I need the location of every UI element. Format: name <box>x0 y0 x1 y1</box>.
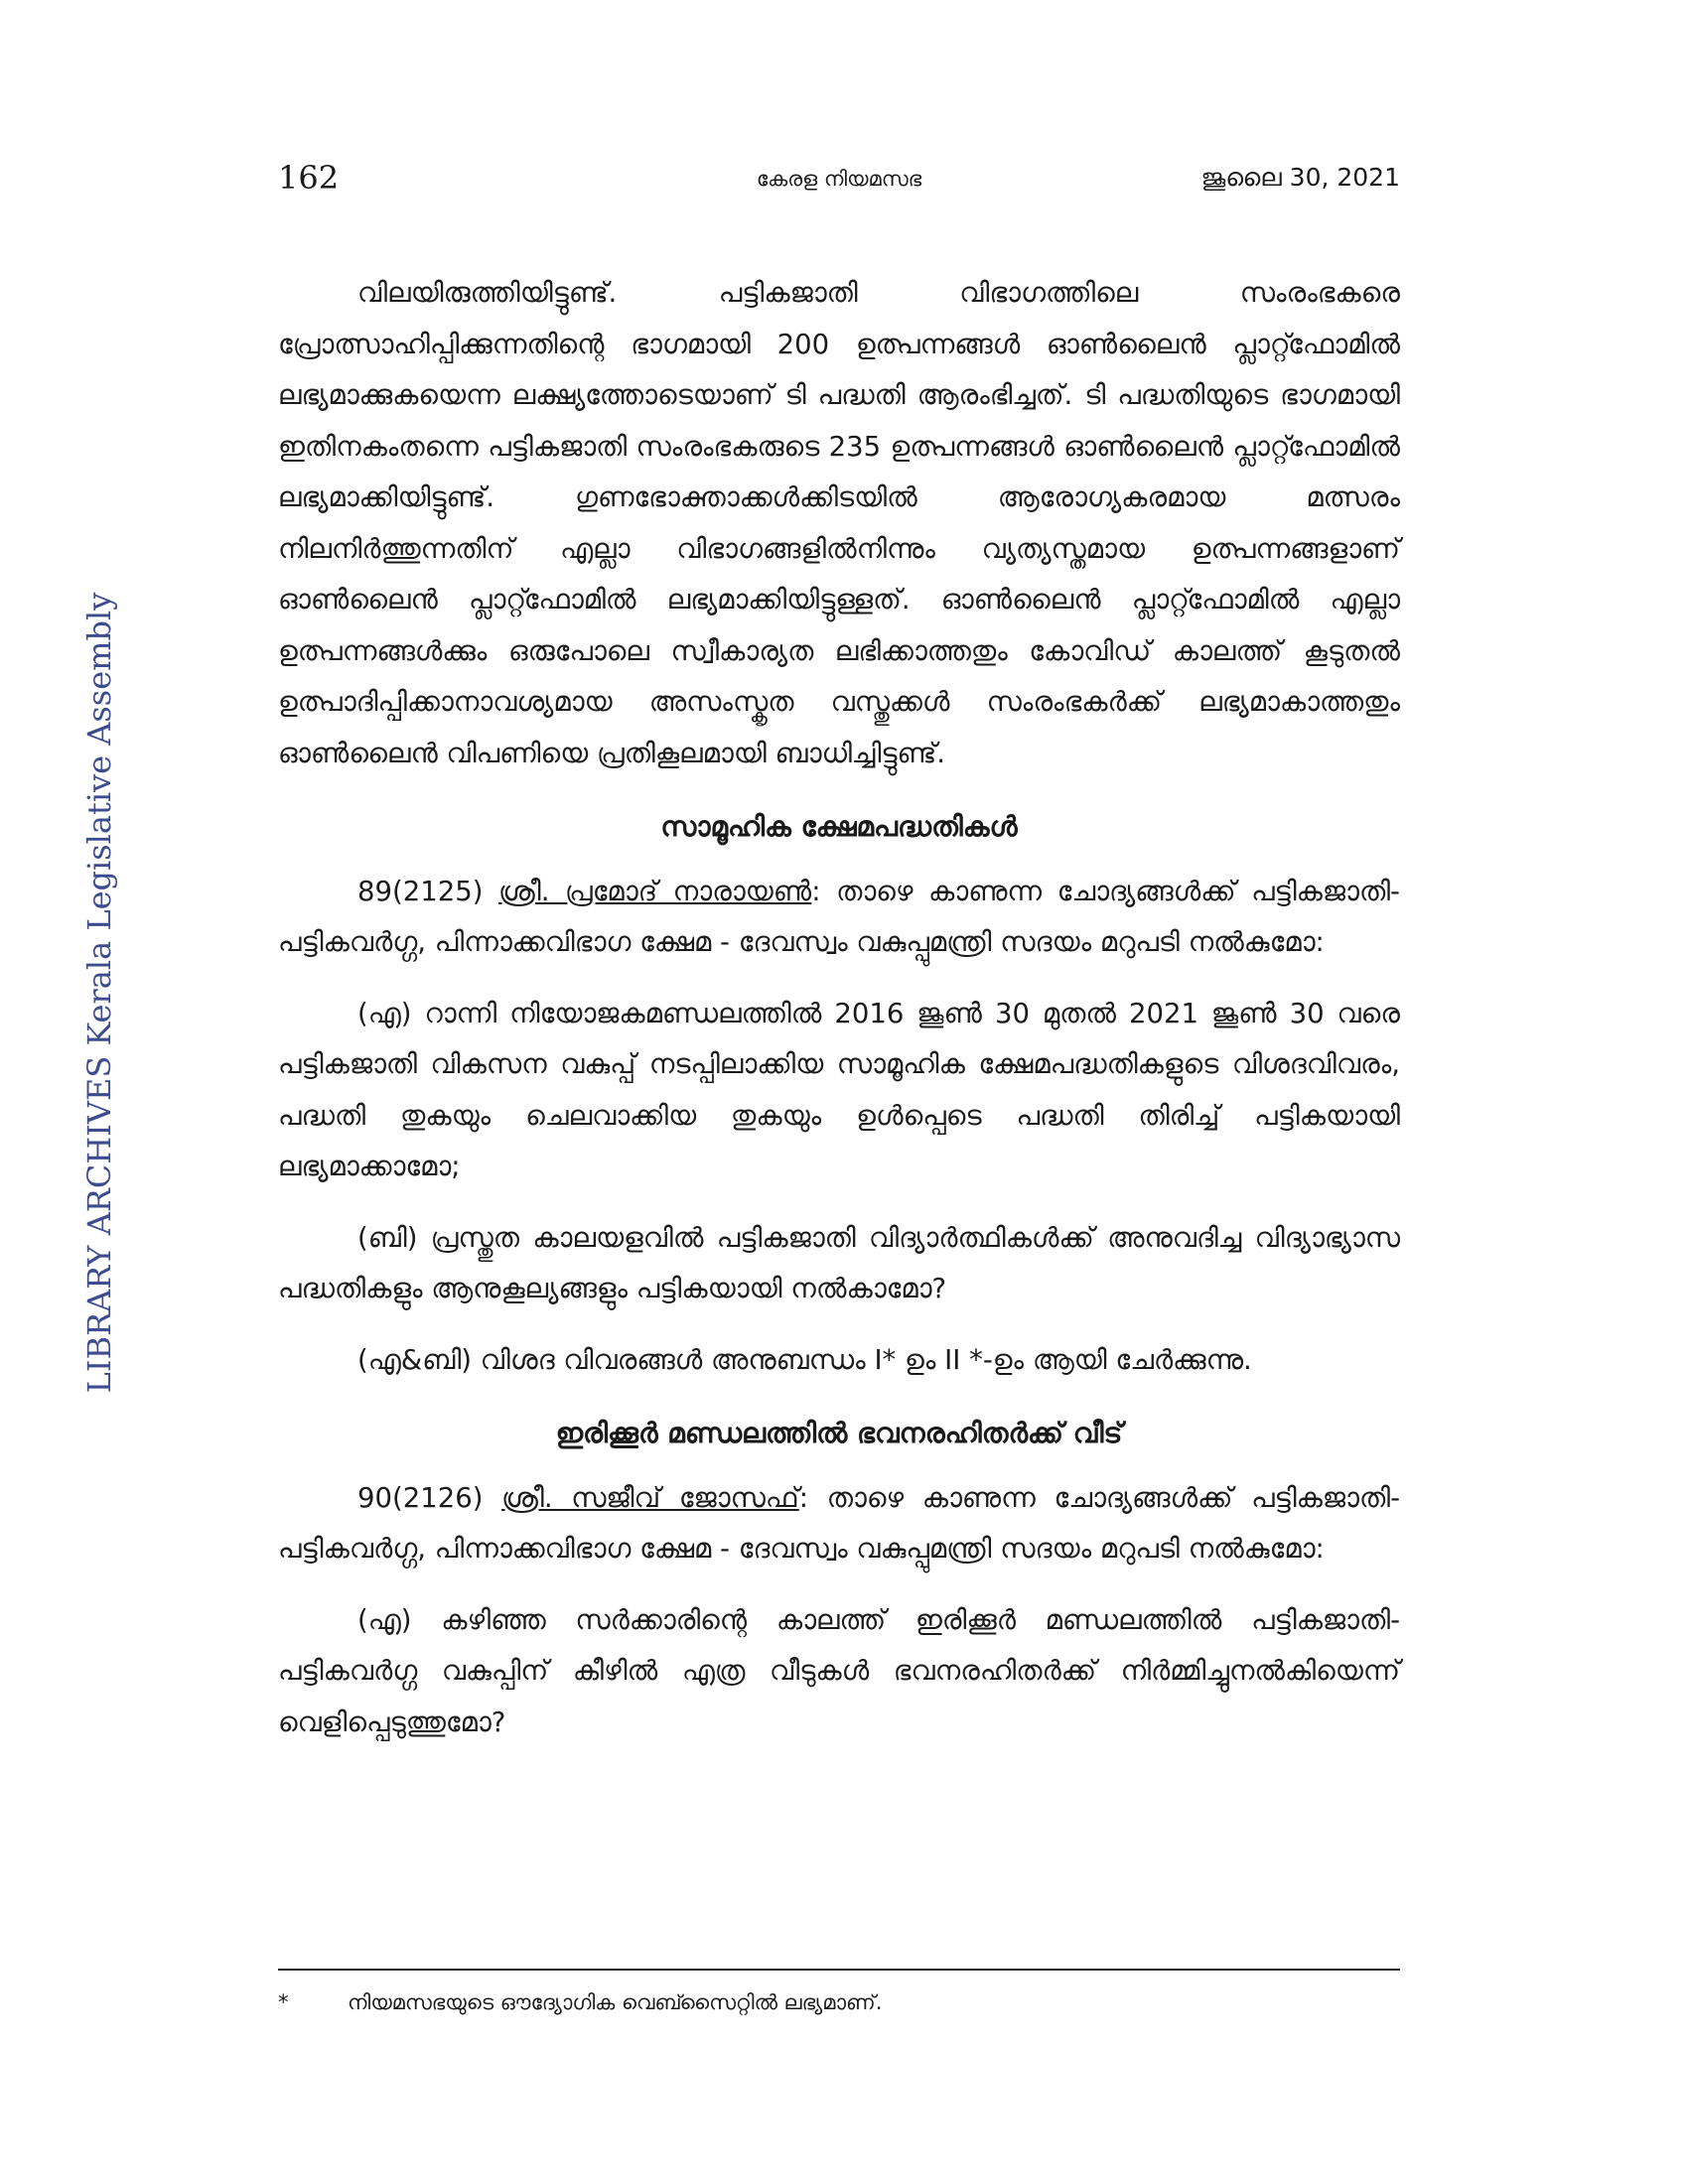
document-body <box>278 268 1400 1748</box>
footnote <box>278 1987 1400 2017</box>
question-part-b: (ബി) പ്രസ്തുത കാലയളവിൽ പട്ടികജാതി വിദ്യാർത്ഥികൾക്ക് അനുവദിച്ച വിദ്യാഭ്യാസ പദ്ധതികളും ആനുകൂല്യങ്ങളും പട്ടികയായി നൽകാമോ? <box>278 1221 1400 1304</box>
page-number: 162 <box>278 159 340 197</box>
question-number: 90(2126) <box>357 1481 484 1514</box>
answer-paragraph: (എ&ബി) വിശദ വിവരങ്ങൾ അനുബന്ധം I* ഉം II *-ഉം ആയി ചേർക്കുന്നു. <box>357 1343 1252 1376</box>
question-intro: : താഴെ കാണുന്ന ചോദ്യങ്ങൾക്ക് പട്ടികജാതി-പട്ടികവർഗ്ഗ, പിന്നാക്കവിഭാഗ ക്ഷേമ - ദേവസ്വം വകുപ്പുമന്ത്രി സദയം മറുപടി നൽകുമോ: <box>278 875 1400 958</box>
intro-paragraph: വിലയിരുത്തിയിട്ടുണ്ട്. പട്ടികജാതി വിഭാഗത്തിലെ സംരംഭകരെ പ്രോത്സാഹിപ്പിക്കുന്നതിന്റെ ഭാഗമായി 200 ഉത്പന്നങ്ങൾ ഓൺലൈൻ പ്ലാറ്റ്ഫോമിൽ ലഭ്യമാക്കുകയെന്ന ലക്ഷ്യത്തോടെയാണ് ടി പദ്ധതി ആരംഭിച്ചത്. ടി പദ്ധതിയുടെ ഭാഗമായി ഇതിനകംതന്നെ പട്ടികജാതി സംരംഭകരുടെ 235 ഉത്പന്നങ്ങൾ ഓൺലൈൻ പ്ലാറ്റ്ഫോമിൽ ലഭ്യമാക്കിയിട്ടുണ്ട്. ഗുണഭോക്താക്കൾക്കിടയിൽ ആരോഗ്യകരമായ മത്സരം നിലനിർത്തുന്നതിന് എല്ലാ വിഭാഗങ്ങളിൽനിന്നും വ്യത്യസ്തമായ ഉത്പന്നങ്ങളാണ് ഓൺലൈൻ പ്ലാറ്റ്ഫോമിൽ ലഭ്യമാക്കിയിട്ടുള്ളത്. ഓൺലൈൻ പ്ലാറ്റ്ഫോമിൽ എല്ലാ ഉത്പന്നങ്ങൾക്കും ഒരുപോലെ സ്വീകാര്യത ലഭിക്കാത്തതും കോവിഡ് കാലത്ത് കൂടുതൽ ഉത്പാദിപ്പിക്കാനാവശ്യമായ അസംസ്കൃത വസ്തുക്കൾ സംരംഭകർക്ക് ലഭ്യമാകാത്തതും ഓൺലൈൻ വിപണിയെ പ്രതികൂലമായി ബാധിച്ചിട്ടുണ്ട്. <box>278 277 1400 769</box>
footnote-divider <box>278 1969 1400 1971</box>
question-intro: : താഴെ കാണുന്ന ചോദ്യങ്ങൾക്ക് പട്ടികജാതി-പട്ടികവർഗ്ഗ, പിന്നാക്കവിഭാഗ ക്ഷേമ - ദേവസ്വം വകുപ്പുമന്ത്രി സദയം മറുപടി നൽകുമോ: <box>278 1481 1400 1565</box>
question-part-a: (എ) റാന്നി നിയോജകമണ്ഡലത്തിൽ 2016 ജൂൺ 30 മുതൽ 2021 ജൂൺ 30 വരെ പട്ടികജാതി വികസന വകുപ്പ് നടപ്പിലാക്കിയ സാമൂഹിക ക്ഷേമപദ്ധതികളുടെ വിശദവിവരം, പദ്ധതി തുകയും ചെലവാക്കിയ തുകയും ഉൾപ്പെടെ പദ്ധതി തിരിച്ച് പട്ടികയായി ലഭ്യമാക്കാമോ; <box>278 997 1400 1182</box>
header-date: ജൂലൈ 30, 2021 <box>1200 163 1400 192</box>
question-number: 89(2125) <box>357 875 484 907</box>
member-name: ശ്രീ. സജീവ് ജോസഫ് <box>501 1481 799 1514</box>
member-name: ശ്രീ. പ്രമോദ് നാരായൺ <box>497 875 812 907</box>
question-paragraph <box>278 1473 1400 1575</box>
question-paragraph <box>278 867 1400 969</box>
archive-watermark: LIBRARY ARCHIVES Kerala Legislative Assembly <box>80 592 118 1394</box>
footnote-mark: * <box>278 1990 289 2014</box>
page-header <box>278 159 1400 208</box>
footnote-text: നിയമസഭയുടെ ഔദ്യോഗിക വെബ്സൈറ്റിൽ ലഭ്യമാണ്. <box>348 1990 883 2014</box>
section-heading: സാമൂഹിക ക്ഷേമപദ്ധതികൾ <box>660 810 1018 843</box>
section-heading: ഇരിക്കൂർ മണ്ഡലത്തിൽ ഭവനരഹിതർക്ക് വീട് <box>555 1417 1123 1449</box>
question-part-a: (എ) കഴിഞ്ഞ സർക്കാരിന്റെ കാലത്ത് ഇരിക്കൂർ മണ്ഡലത്തിൽ പട്ടികജാതി-പട്ടികവർഗ്ഗ വകുപ്പിന് കീഴിൽ എത്ര വീടുകൾ ഭവനരഹിതർക്ക് നിർമ്മിച്ചുനൽകിയെന്ന് വെളിപ്പെടുത്തുമോ? <box>278 1603 1400 1738</box>
running-title: കേരള നിയമസഭ <box>756 167 922 191</box>
